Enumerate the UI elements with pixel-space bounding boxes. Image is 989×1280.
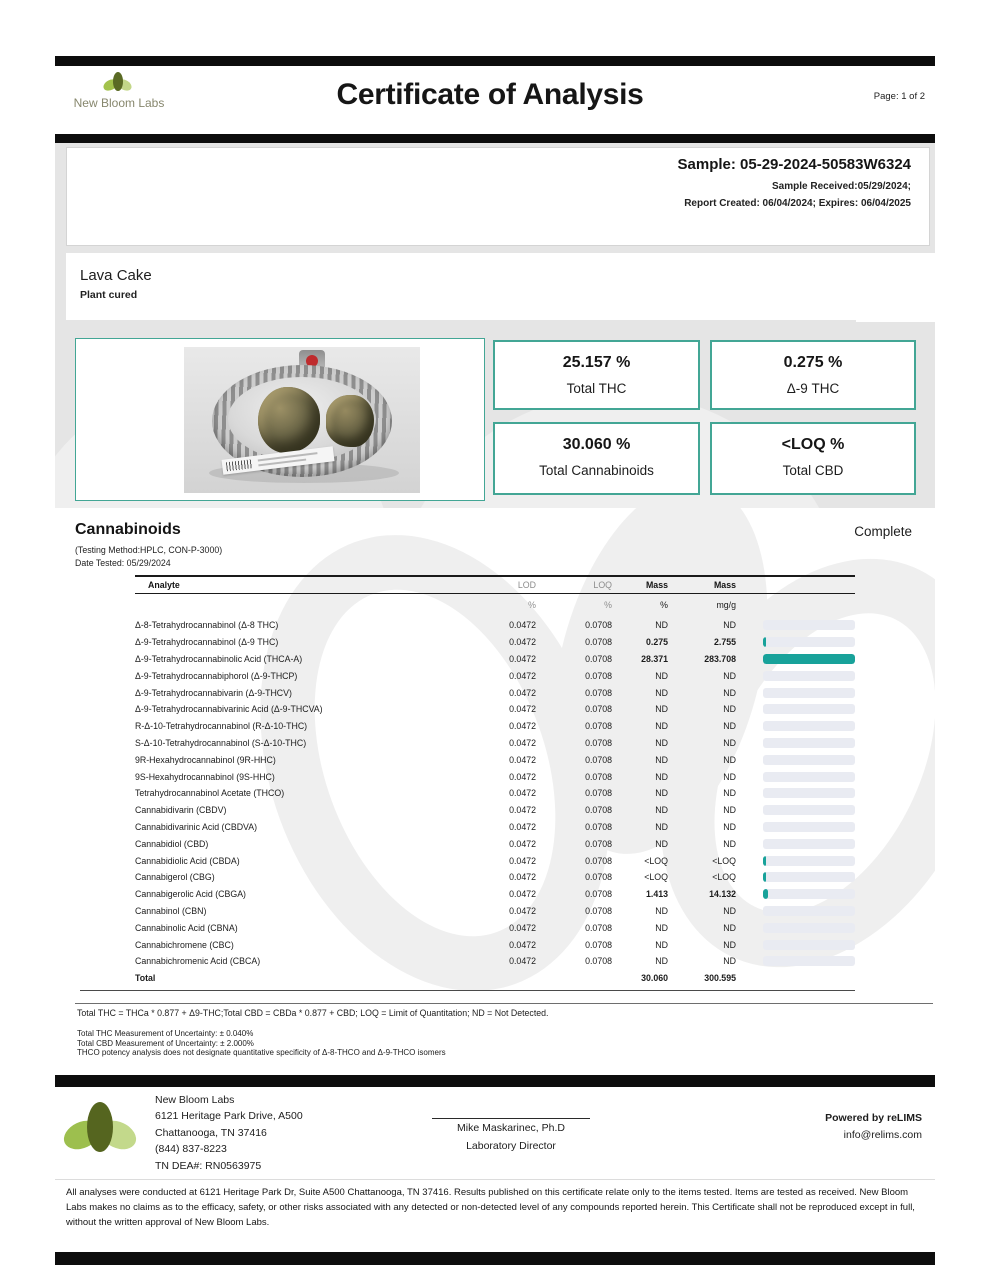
bar-track	[763, 839, 855, 849]
bar-track	[763, 788, 855, 798]
mass-mgg-value: ND	[723, 754, 736, 765]
lod-value: 0.0472	[509, 939, 536, 950]
logo-center-pod-icon	[87, 1102, 113, 1152]
footer-logo-icon	[63, 1100, 137, 1164]
mass-mgg-value: ND	[723, 771, 736, 782]
lod-value: 0.0472	[509, 788, 536, 799]
bar-cell	[736, 886, 855, 903]
analyte-name: Cannabinolic Acid (CBNA)	[135, 922, 238, 933]
lab-address2: Chattanooga, TN 37416	[155, 1126, 267, 1139]
bar-track	[763, 620, 855, 630]
delta9-thc-value: 0.275 %	[783, 354, 843, 371]
bar-track	[763, 906, 855, 916]
bar-track	[763, 772, 855, 782]
mass-mgg-value: ND	[723, 956, 736, 967]
analyte-name: S-Δ-10-Tetrahydrocannabinol (S-Δ-10-THC)	[135, 737, 307, 748]
lod-value: 0.0472	[509, 637, 536, 648]
analyte-name: 9R-Hexahydrocannabinol (9R-HHC)	[135, 754, 276, 765]
analyte-name: Δ-8-Tetrahydrocannabinol (Δ-8 THC)	[135, 620, 279, 631]
mass-mgg-value: ND	[723, 939, 736, 950]
mass-pct-value: ND	[655, 721, 668, 732]
lod-value: 0.0472	[509, 805, 536, 816]
loq-value: 0.0708	[585, 754, 612, 765]
lod-value: 0.0472	[509, 704, 536, 715]
bar-track	[763, 671, 855, 681]
analyte-name: Cannabigerol (CBG)	[135, 872, 215, 883]
table-row	[135, 684, 855, 701]
brand-name: New Bloom Labs	[73, 96, 165, 110]
total-thc-value: 25.157 %	[562, 354, 631, 371]
table-row	[135, 617, 855, 634]
header-rule	[55, 134, 935, 143]
loq-value: 0.0708	[585, 620, 612, 631]
total-lod-empty	[415, 970, 536, 987]
lod-value: 0.0472	[509, 687, 536, 698]
mass-mgg-value: ND	[723, 670, 736, 681]
cannabinoids-section	[55, 508, 935, 1060]
bar-cell	[736, 919, 855, 936]
mass-pct-value: ND	[655, 737, 668, 748]
footnote-mou-thc: Total THC Measurement of Uncertainty: ± 0.040%	[77, 1029, 254, 1038]
loq-value: 0.0708	[585, 805, 612, 816]
mass-mgg-value: ND	[723, 922, 736, 933]
analyte-name: Cannabichromene (CBC)	[135, 939, 234, 950]
bar-cell	[736, 936, 855, 953]
footnote-mou-cbd: Total CBD Measurement of Uncertainty: ± 2.000%	[77, 1038, 254, 1048]
product-box	[66, 253, 935, 320]
unit-lod: %	[528, 599, 536, 610]
loq-value: 0.0708	[585, 821, 612, 832]
delta9-thc-box	[710, 340, 916, 410]
lab-name: New Bloom Labs	[155, 1094, 235, 1106]
total-cbd-value: <LOQ %	[781, 436, 845, 453]
mass-pct-value: ND	[655, 922, 668, 933]
mass-mgg-value: ND	[723, 821, 736, 832]
loq-value: 0.0708	[585, 838, 612, 849]
col-bar	[736, 576, 855, 593]
lod-value: 0.0472	[509, 821, 536, 832]
mass-mgg-value: ND	[723, 687, 736, 698]
lab-address1: 6121 Heritage Park Drive, A500	[155, 1110, 303, 1123]
mass-pct-value: ND	[655, 704, 668, 715]
new-bloom-labs-logo-icon	[103, 72, 133, 96]
cannabinoids-table	[135, 575, 855, 987]
bar-track	[763, 956, 855, 966]
loq-value: 0.0708	[585, 687, 612, 698]
lod-value: 0.0472	[509, 771, 536, 782]
table-row	[135, 919, 855, 936]
table-row	[135, 701, 855, 718]
info-band	[55, 143, 935, 508]
analyte-name: Cannabidivarinic Acid (CBDVA)	[135, 821, 258, 832]
bar-track	[763, 755, 855, 765]
unit-mass-mgg: mg/g	[716, 599, 736, 610]
table-row	[135, 634, 855, 651]
units-row	[135, 593, 855, 617]
mass-pct-value: ND	[655, 939, 668, 950]
total-cbd-box	[710, 422, 916, 495]
top-rule	[55, 56, 935, 66]
loq-value: 0.0708	[585, 855, 612, 866]
mass-mgg-value: ND	[723, 721, 736, 732]
bar-fill	[763, 872, 766, 882]
logo-center-pod-icon	[113, 72, 123, 91]
loq-value: 0.0708	[585, 788, 612, 799]
table-row	[135, 903, 855, 920]
loq-value: 0.0708	[585, 922, 612, 933]
bar-fill	[763, 856, 766, 866]
table-row	[135, 768, 855, 785]
blank-label-area	[856, 295, 935, 322]
lod-value: 0.0472	[509, 620, 536, 631]
unit-mass-pct: %	[660, 599, 668, 610]
lab-phone: (844) 837-8223	[155, 1143, 227, 1156]
analyte-name: Cannabidiol (CBD)	[135, 838, 209, 849]
mass-pct-value: ND	[655, 838, 668, 849]
mass-pct-value: ND	[655, 771, 668, 782]
sample-received-date: Sample Received:05/29/2024;	[772, 181, 911, 192]
bar-cell	[736, 701, 855, 718]
status-label: Complete	[854, 524, 912, 539]
total-cannabinoids-label: Total Cannabinoids	[539, 463, 654, 478]
analyte-name: Cannabidiolic Acid (CBDA)	[135, 855, 240, 866]
analyte-name: Δ-9-Tetrahydrocannabiphorol (Δ-9-THCP)	[135, 670, 298, 681]
footnote-separator	[75, 1003, 933, 1004]
bar-cell	[736, 617, 855, 634]
mass-pct-value: <LOQ	[644, 855, 668, 866]
table-row	[135, 869, 855, 886]
total-cannabinoids-value: 30.060 %	[562, 436, 631, 453]
report-dates: Report Created: 06/04/2024; Expires: 06/04/2025	[684, 198, 911, 209]
total-thc-label: Total THC	[566, 381, 627, 396]
page-number: Page: 1 of 2	[873, 91, 925, 102]
mass-pct-value: ND	[655, 620, 668, 631]
bar-cell	[736, 835, 855, 852]
mass-pct-value: 28.371	[641, 653, 668, 664]
mass-pct-value: ND	[655, 905, 668, 916]
lod-value: 0.0472	[509, 670, 536, 681]
analyte-name: Δ-9-Tetrahydrocannabinolic Acid (THCA-A)	[135, 653, 303, 664]
loq-value: 0.0708	[585, 637, 612, 648]
mass-mgg-value: 283.708	[704, 653, 736, 664]
bar-track	[763, 738, 855, 748]
table-row	[135, 819, 855, 836]
analyte-name: Cannabigerolic Acid (CBGA)	[135, 889, 246, 900]
lod-value: 0.0472	[509, 905, 536, 916]
bar-fill	[763, 654, 855, 664]
loq-value: 0.0708	[585, 956, 612, 967]
table-header-row	[135, 576, 855, 593]
sample-photo-box	[75, 338, 485, 501]
lod-value: 0.0472	[509, 721, 536, 732]
col-lod: LOD	[517, 579, 536, 590]
table-total-row	[135, 970, 855, 987]
bar-cell	[736, 802, 855, 819]
table-row	[135, 936, 855, 953]
lod-value: 0.0472	[509, 956, 536, 967]
loq-value: 0.0708	[585, 872, 612, 883]
footnote-formula: Total THC = THCa * 0.877 + Δ9-THC;Total CBD = CBDa * 0.877 + CBD; LOQ = Limit of Quantitation; ND = Not Detected.	[77, 1008, 549, 1018]
bar-track	[763, 654, 855, 664]
total-loq-empty	[536, 970, 612, 987]
mass-pct-value: ND	[655, 805, 668, 816]
bar-cell	[736, 718, 855, 735]
table-row	[135, 667, 855, 684]
mass-mgg-value: ND	[723, 905, 736, 916]
mass-pct-value: ND	[655, 670, 668, 681]
mass-mgg-value: ND	[723, 620, 736, 631]
mass-mgg-value: 14.132	[709, 889, 736, 900]
mass-mgg-value: <LOQ	[712, 872, 736, 883]
bar-track	[763, 940, 855, 950]
mass-mgg-value: ND	[723, 805, 736, 816]
bar-track	[763, 637, 855, 647]
bar-fill	[763, 637, 766, 647]
signer-name: Mike Maskarinec, Ph.D	[457, 1122, 565, 1134]
mass-pct-value: ND	[655, 821, 668, 832]
analyte-name: Cannabichromenic Acid (CBCA)	[135, 956, 261, 967]
lod-value: 0.0472	[509, 754, 536, 765]
mass-pct-value: ND	[655, 687, 668, 698]
table-row	[135, 785, 855, 802]
lod-value: 0.0472	[509, 872, 536, 883]
bar-track	[763, 872, 855, 882]
mass-mgg-value: ND	[723, 704, 736, 715]
bar-cell	[736, 852, 855, 869]
table-row	[135, 886, 855, 903]
bar-track	[763, 822, 855, 832]
loq-value: 0.0708	[585, 905, 612, 916]
total-cannabinoids-box	[493, 422, 700, 495]
bar-cell	[736, 953, 855, 970]
disclaimer-text: All analyses were conducted at 6121 Heritage Park Dr, Suite A500 Chattanooga, TN 37416. Results published on this certificate relate only to the items tested. Items are tested as received. New Bloom Labs makes no claims as to the efficacy, safety, or other risks associated with any detected or non-detected level of any compounds reported herein. This Certificate shall not be reproduced except in full, without the written approval of New Bloom Labs.	[66, 1187, 915, 1228]
total-bar-empty	[736, 970, 855, 987]
loq-value: 0.0708	[585, 670, 612, 681]
disclaimer-divider	[55, 1179, 935, 1180]
loq-value: 0.0708	[585, 721, 612, 732]
table-row	[135, 735, 855, 752]
sample-id: Sample: 05-29-2024-50583W6324	[677, 156, 911, 173]
table-row	[135, 651, 855, 668]
loq-value: 0.0708	[585, 653, 612, 664]
analyte-name: Cannabidivarin (CBDV)	[135, 805, 227, 816]
lod-value: 0.0472	[509, 838, 536, 849]
total-label: Total	[135, 973, 156, 984]
col-mass-pct: Mass	[645, 579, 668, 590]
mass-pct-value: ND	[655, 788, 668, 799]
total-thc-box	[493, 340, 700, 410]
bar-cell	[736, 785, 855, 802]
mass-mgg-value: <LOQ	[712, 855, 736, 866]
table-bottom-rule	[80, 990, 855, 991]
bar-track	[763, 688, 855, 698]
analyte-name: Cannabinol (CBN)	[135, 905, 207, 916]
signer-title: Laboratory Director	[466, 1140, 556, 1152]
analyte-name: Δ-9-Tetrahydrocannabivarinic Acid (Δ-9-THCVA)	[135, 704, 323, 715]
bar-cell	[736, 768, 855, 785]
bar-cell	[736, 651, 855, 668]
total-mass-pct: 30.060	[641, 973, 668, 984]
lod-value: 0.0472	[509, 889, 536, 900]
barcode-icon	[226, 459, 253, 471]
total-mass-mgg: 300.595	[704, 973, 736, 984]
mass-pct-value: 0.275	[645, 637, 668, 648]
loq-value: 0.0708	[585, 889, 612, 900]
mass-mgg-value: ND	[723, 737, 736, 748]
sample-photo	[184, 347, 420, 493]
analyte-name: Δ-9-Tetrahydrocannabivarin (Δ-9-THCV)	[135, 687, 292, 698]
footnote-small	[77, 1029, 446, 1058]
product-type: Plant cured	[80, 289, 138, 301]
loq-value: 0.0708	[585, 704, 612, 715]
bar-cell	[736, 684, 855, 701]
table-row	[135, 802, 855, 819]
bar-track	[763, 721, 855, 731]
lod-value: 0.0472	[509, 653, 536, 664]
total-cbd-label: Total CBD	[782, 463, 844, 478]
table-row	[135, 953, 855, 970]
bar-fill	[763, 889, 768, 899]
lab-dea: TN DEA#: RN0563975	[155, 1159, 262, 1172]
col-analyte: Analyte	[148, 579, 180, 590]
lab-address-block	[155, 1092, 303, 1174]
loq-value: 0.0708	[585, 939, 612, 950]
page-title: Certificate of Analysis	[336, 78, 644, 111]
relims-email: info@relims.com	[843, 1129, 922, 1141]
lod-value: 0.0472	[509, 855, 536, 866]
cannabis-bud	[326, 395, 374, 447]
footnote-thco: THCO potency analysis does not designate quantitative specificity of Δ-8-THCO and Δ-9-THCO isomers	[77, 1048, 446, 1058]
bar-track	[763, 704, 855, 714]
mass-pct-value: ND	[655, 754, 668, 765]
bar-track	[763, 805, 855, 815]
product-name: Lava Cake	[80, 267, 152, 284]
section-title: Cannabinoids	[75, 521, 181, 538]
bar-cell	[736, 634, 855, 651]
footer-rule	[55, 1075, 935, 1087]
loq-value: 0.0708	[585, 737, 612, 748]
lod-value: 0.0472	[509, 922, 536, 933]
bar-cell	[736, 667, 855, 684]
cannabinoid-rows	[135, 617, 855, 987]
mass-mgg-value: ND	[723, 838, 736, 849]
bar-cell	[736, 869, 855, 886]
table-row	[135, 835, 855, 852]
unit-loq: %	[604, 599, 612, 610]
signature-line	[432, 1118, 590, 1119]
bar-cell	[736, 903, 855, 920]
table-row	[135, 852, 855, 869]
analyte-name: R-Δ-10-Tetrahydrocannabinol (R-Δ-10-THC)	[135, 721, 308, 732]
powered-by: Powered by reLIMS	[825, 1112, 922, 1124]
bar-cell	[736, 819, 855, 836]
mass-mgg-value: 2.755	[713, 637, 736, 648]
col-loq: LOQ	[593, 579, 612, 590]
loq-value: 0.0708	[585, 771, 612, 782]
mass-pct-value: 1.413	[645, 889, 668, 900]
bar-track	[763, 889, 855, 899]
table-row	[135, 718, 855, 735]
bottom-rule	[55, 1252, 935, 1265]
mass-mgg-value: ND	[723, 788, 736, 799]
analyte-name: Δ-9-Tetrahydrocannabinol (Δ-9 THC)	[135, 637, 279, 648]
mass-pct-value: ND	[655, 956, 668, 967]
bar-cell	[736, 751, 855, 768]
col-mass-mgg: Mass	[713, 579, 736, 590]
sample-info-box	[66, 147, 930, 246]
delta9-thc-label: Δ-9 THC	[786, 381, 840, 396]
analyte-name: Tetrahydrocannabinol Acetate (THCO)	[135, 788, 285, 799]
date-tested: Date Tested: 05/29/2024	[75, 558, 171, 568]
bar-track	[763, 856, 855, 866]
lod-value: 0.0472	[509, 737, 536, 748]
bar-cell	[736, 735, 855, 752]
table-row	[135, 751, 855, 768]
mass-pct-value: <LOQ	[644, 872, 668, 883]
analyte-name: 9S-Hexahydrocannabinol (9S-HHC)	[135, 771, 275, 782]
testing-method: (Testing Method:HPLC, CON-P-3000)	[75, 545, 223, 555]
bar-track	[763, 923, 855, 933]
